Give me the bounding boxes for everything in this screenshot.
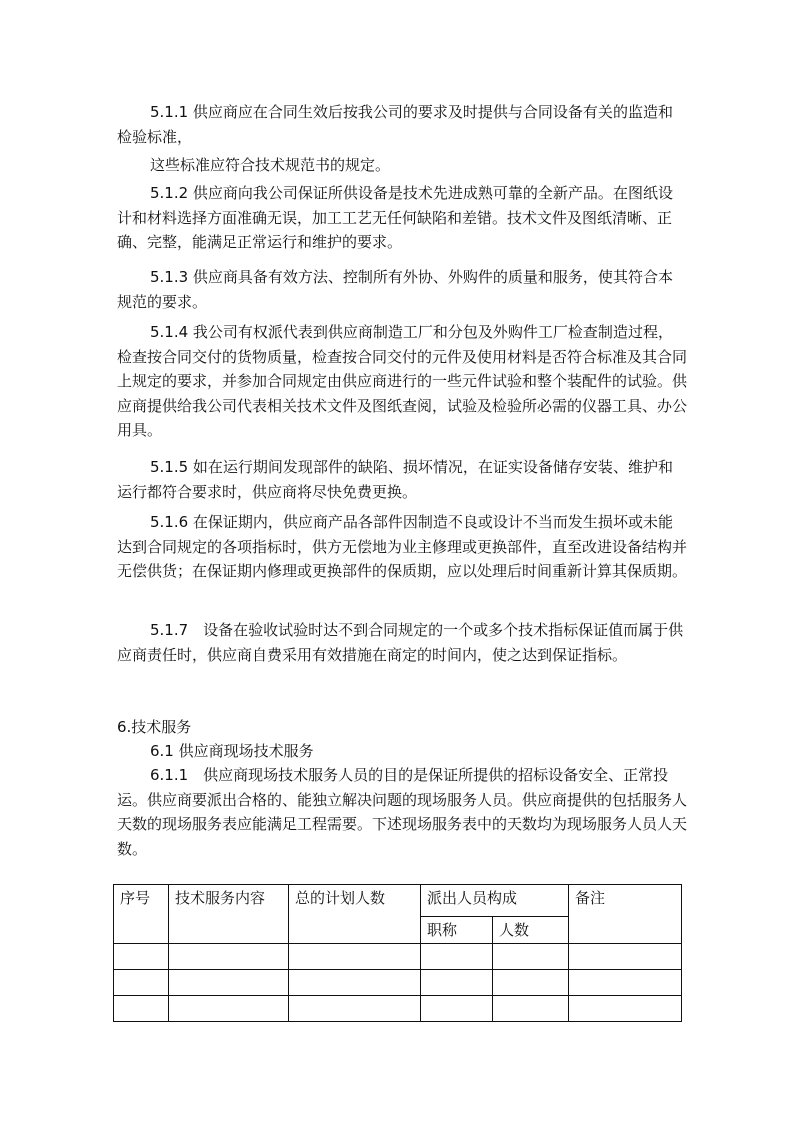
header-content: 技术服务内容 [169,885,289,944]
header-count: 人数 [493,917,569,944]
table-header-row [114,885,682,917]
table-cell [493,944,569,970]
clause-5-1-6: 5.1.6 在保证期内，供应商产品各部件因制造不良或设计不当而发生损坏或未能达到合同规定的各项指标时，供方无偿地为业主修理或更换部件，直至改进设备结构并无偿供货；在保证期内修理或更换部件的保质期，应以处理后时间重新计算其保质期。 [117,513,688,580]
table-cell [421,970,493,996]
header-planned: 总的计划人数 [289,885,421,944]
table-row [114,970,682,996]
table-cell [289,996,421,1022]
header-remarks: 备注 [569,885,682,944]
table-cell [169,970,289,996]
clause-5-1-4: 5.1.4 我公司有权派代表到供应商制造工厂和分包及外购件工厂检查制造过程，检查按合同交付的货物质量，检查按合同交付的元件及使用材料是否符合标准及其合同上规定的要求，并参加合同规定由供应商进行的一些元件试验和整个装配件的试验。供应商提供给我公司代表相关技术文件及图纸查阅，试验及检验所必需的仪器工具、办公用具。 [117,323,688,439]
header-composition: 派出人员构成 [421,885,569,917]
table-cell [569,944,682,970]
table-cell [569,970,682,996]
table-cell [289,944,421,970]
clause-5-1-1-continued: 这些标准应符合技术规范书的规定。 [150,156,391,174]
table-cell [114,996,169,1022]
clause-5-1-5: 5.1.5 如在运行期间发现部件的缺陷、损坏情况，在证实设备储存安装、维护和运行都符合要求时，供应商将尽快免费更换。 [117,458,673,501]
table-cell [569,996,682,1022]
table-cell [114,970,169,996]
table-cell [169,944,289,970]
table-cell [493,970,569,996]
clause-5-1-2: 5.1.2 供应商向我公司保证所供设备是技术先进成熟可靠的全新产品。在图纸设计和材料选择方面准确无误，加工工艺无任何缺陷和差错。技术文件及图纸清晰、正确、完整，能满足正常运行和维护的要求。 [117,184,673,251]
table-cell [289,970,421,996]
table-row [114,996,682,1022]
table-cell [421,944,493,970]
table-row [114,944,682,970]
table-cell [493,996,569,1022]
clause-5-1-7: 5.1.7 设备在验收试验时达不到合同规定的一个或多个技术指标保证值而属于供应商责任时，供应商自费采用有效措施在商定的时间内，使之达到保证指标。 [117,621,684,664]
clause-5-1-1: 5.1.1 供应商应在合同生效后按我公司的要求及时提供与合同设备有关的监造和检验标准， [117,103,673,146]
header-title: 职称 [421,917,493,944]
table-cell [169,996,289,1022]
table-cell [421,996,493,1022]
clause-5-1-3: 5.1.3 供应商具备有效方法、控制所有外协、外购件的质量和服务，使其符合本规范的要求。 [117,268,673,311]
header-seq: 序号 [114,885,169,944]
table-cell [114,944,169,970]
section-6-title: 6.技术服务 [117,718,192,736]
field-service-table [113,884,682,1022]
section-6-1-title: 6.1 供应商现场技术服务 [150,742,314,760]
clause-6-1-1: 6.1.1 供应商现场技术服务人员的目的是保证所提供的招标设备安全、正常投运。供应商要派出合格的、能独立解决问题的现场服务人员。供应商提供的包括服务人天数的现场服务表应能满足工程需要。下述现场服务表中的天数均为现场服务人员人天数。 [117,766,688,858]
